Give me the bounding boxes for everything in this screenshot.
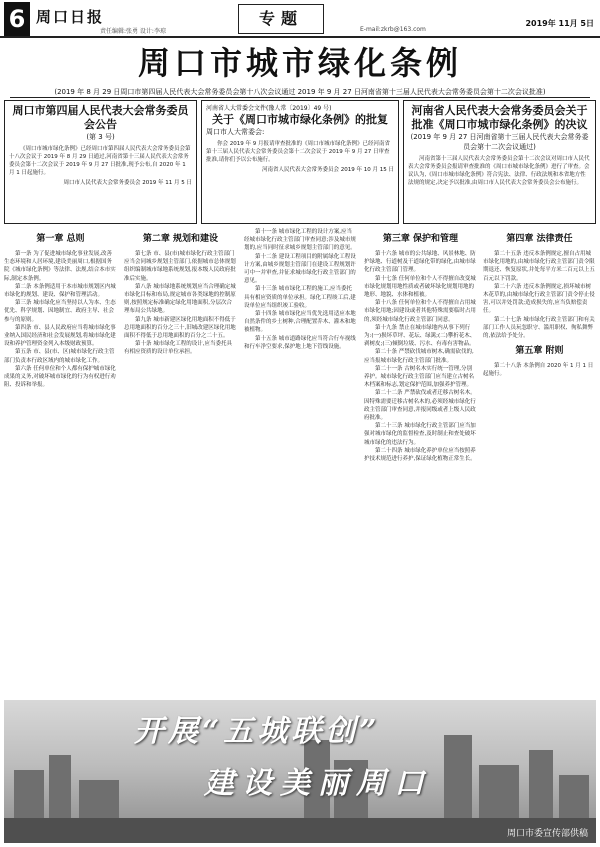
article-paragraph: 第十四条 城市绿化应当优先选用适应本地自然条件的乡土树种,合理配置乔木、灌木和地被植物。: [244, 311, 356, 334]
announcement-kicker: 河南省人大常委会文件(豫人常〔2019〕49 号): [206, 105, 332, 112]
slogan-line-1: 开展“五城联创”: [134, 714, 381, 749]
article-paragraph: 第二十八条 本条例自 2020 年 1 月 1 日起施行。: [483, 363, 594, 378]
announcement-note: (2019 年 9 月 27 日河南省第十三届人民代表大会常务委员会第十二次会议通过): [410, 133, 589, 151]
article-paragraph: 第十条 城市绿化工程的设计,应当委托具有相应资质的设计单位承担。: [124, 341, 232, 356]
chapter-heading: 第三章 保护和管理: [382, 234, 459, 244]
chapter-heading: 第四章 法律责任: [506, 234, 573, 244]
announcement-signature: 周口市人民代表大会常务委员会 2019 年 11 月 5 日: [63, 180, 192, 186]
photo-credit: 周口市委宣传部供稿: [506, 829, 588, 839]
article-paragraph: 第二十二条 严禁砍伐或者迁移古树名木。因特殊需要迁移古树名木的,必须经城市绿化行政主管部门审查同意,并报同级或者上级人民政府批准。: [364, 390, 476, 422]
chapter-heading: 第二章 规划和建设: [142, 234, 219, 244]
article-paragraph: 第十五条 城市道路绿化应当符合行车视线和行车净空要求,保护地上地下管线设施。: [244, 335, 356, 350]
article-paragraph: 第二十三条 城市绿化行政主管部门应当加强对城市绿化的监督检查,及时制止和查处破坏城市绿化的违法行为。: [364, 423, 476, 446]
article-paragraph: 第九条 城市新建区绿化用地面积不得低于总用地面积的百分之三十,旧城改建区绿化用地面积不得低于总用地面积的百分之二十五。: [124, 316, 236, 340]
announcement-title: 关于《周口市城市绿化条例》的批复: [212, 113, 388, 126]
editor-info: 责任编辑:张勇 设计:李琼: [100, 28, 166, 35]
article-paragraph: 第五条 市、县(市、区)城市绿化行政主管部门负责本行政区域内的城市绿化工作。: [4, 349, 115, 364]
article-paragraph: 第二条 本条例适用于本市城市规划区内城市绿化的规划、建设、保护和管理活动。: [4, 283, 116, 299]
chapter-heading: 第五章 附则: [515, 346, 564, 357]
text-column: [364, 228, 477, 698]
article-paragraph: 第二十六条 违反本条例规定,损坏城市树木花草的,由城市绿化行政主管部门责令停止侵害,可以并处罚款;造成损失的,应当负赔偿责任。: [483, 283, 595, 315]
main-headline: 周口市城市绿化条例: [137, 44, 462, 82]
article-paragraph: 第二十条 严禁砍伐城市树木,确需砍伐的,应当报城市绿化行政主管部门批准。: [364, 349, 474, 364]
article-paragraph: 第三条 城市绿化应当坚持以人为本、生态优先、科学规划、因地制宜、政府主导、社会参与的原则。: [4, 300, 116, 323]
text-column: [483, 228, 596, 698]
announcement-resolution: [403, 100, 596, 224]
chapter-heading: 第一章 总则: [36, 234, 85, 244]
article-paragraph: 第二十四条 城市绿化养护单位应当按照养护技术规范进行养护,保证绿化植物正常生长。: [364, 447, 476, 463]
announcement-body: 《周口市城市绿化条例》已经周口市第四届人民代表大会常务委员会第十八次会议于 2019 年 8 月 29 日通过,河南省第十三届人民代表大会常务委员会第十二次会议于 2019 年 9 月 27 日批准,现予公布,自 2020 年 1 月 1 日起施行。: [9, 146, 191, 176]
article-paragraph: 第二十五条 违反本条例规定,擅自占用城市绿化用地的,由城市绿化行政主管部门责令限期退还、恢复原状,并处每平方米二百元以上五百元以下罚款。: [483, 251, 595, 282]
announcement-approval-reply: [201, 100, 399, 224]
article-paragraph: 第十八条 任何单位和个人不得擅自占用城市绿化用地;因建设或者其他特殊需要临时占用的,须经城市绿化行政主管部门同意。: [364, 300, 476, 323]
article-paragraph: 第七条 市、县(市)城市绿化行政主管部门应当会同城乡规划主管部门,依据城市总体规划组织编制城市绿地系统规划,报本级人民政府批准后实施。: [124, 251, 236, 282]
text-column: [244, 228, 357, 698]
article-paragraph: 第八条 城市绿地系统规划应当合理确定城市绿化目标和布局,规定城市各类绿地的控制原则,按照规定标准确定绿化用地面积,分层次合理布局公共绿地。: [124, 283, 236, 315]
announcement-note: (第 3 号): [86, 133, 115, 141]
announcement-signature: 河南省人民代表大会常务委员会 2019 年 10 月 15 日: [262, 167, 394, 173]
paper-name: 周口日报: [36, 8, 105, 26]
article-paragraph: 第十三条 城市绿化工程的施工,应当委托具有相应资质的单位承担。绿化工程竣工后,建设单位应当组织竣工验收。: [244, 286, 356, 309]
text-column: [4, 228, 117, 698]
article-paragraph: 第二十七条 城市绿化行政主管部门和有关部门工作人员玩忽职守、滥用职权、徇私舞弊的,依法给予处分。: [483, 316, 595, 340]
article-paragraph: 第四条 市、县人民政府应当将城市绿化事业纳入国民经济和社会发展规划,将城市绿化建设和养护管理资金列入本级财政预算。: [4, 324, 116, 348]
article-paragraph: 第十二条 建设工程项目的附属绿化工程设计方案,由城乡规划主管部门在建设工程规划许可中一并审查,并征求城市绿化行政主管部门的意见。: [244, 253, 356, 285]
announcement-title: 周口市第四届人民代表大会常务委员会公告: [12, 104, 189, 131]
city-skyline-photo: [4, 700, 596, 843]
article-columns: [4, 228, 596, 698]
article-paragraph: 第二十一条 古树名木实行统一管理,分别养护。城市绿化行政主管部门应当建立古树名木档案和标志,划定保护范围,加强养护管理。: [364, 365, 475, 389]
announcement-title: 河南省人民代表大会常务委员会关于批准《周口市城市绿化条例》的决议: [411, 104, 588, 131]
page-number: 6: [4, 2, 30, 36]
masthead: [0, 0, 600, 38]
article-paragraph: 第一条 为了促进城市绿化事业发展,改善生态环境和人居环境,建设美丽周口,根据国务院《城市绿化条例》等法律、法规,结合本市实际,制定本条例。: [4, 251, 116, 282]
announcement-standing-committee: [4, 100, 197, 224]
section-tag: 专题: [238, 4, 324, 34]
article-paragraph: 第十七条 任何单位和个人不得擅自改变城市绿化规划用地性质或者破坏绿化规划用地的地形、地貌、水体和植被。: [364, 275, 476, 299]
announcement-body: 河南省第十三届人民代表大会常务委员会第十二次会议对周口市人民代表大会常务委员会报请审查批准的《周口市城市绿化条例》进行了审查。会议认为,《周口市城市绿化条例》符合宪法、法律、行政法规和本省地方性法规的规定,决定予以批准,由周口市人民代表大会常务委员会公布施行。: [408, 156, 590, 186]
publish-date: 2019年 11月 5日: [525, 19, 594, 28]
announcement-body: 你会 2019 年 9 月报请审查批准的《周口市城市绿化条例》已经河南省第十三届人民代表大会常务委员会第十二次会议于 2019 年 9 月 27 日审查批准,请你们予以公布施行。: [206, 141, 390, 163]
article-paragraph: 第十六条 城市的公共绿地、风景林地、防护绿地、行道树及干道绿化带的绿化,由城市绿化行政主管部门管理。: [364, 251, 476, 274]
article-paragraph: 第十一条 城市绿化工程的设计方案,应当经城市绿化行政主管部门审查同意;涉及城市规划的,应当同时征求城乡规划主管部门的意见。: [244, 229, 356, 252]
article-paragraph: 第十九条 禁止在城市绿地内从事下列行为:(一)损坏草坪、花坛、绿篱;(二)攀折花木、剥树皮;(三)倾倒垃圾、污水、有毒有害物品。: [364, 324, 476, 348]
announcement-note: 周口市人大常委会:: [206, 128, 265, 136]
article-paragraph: 第六条 任何单位和个人都有保护城市绿化成果的义务,对破坏城市绿化的行为有权进行劝阻、投诉和举报。: [4, 365, 116, 389]
sub-headline: (2019 年 8 月 29 日周口市第四届人民代表大会常务委员会第十八次会议通过 2019 年 9 月 27 日河南省第十三届人民代表大会常务委员会第十二次会议批准): [10, 86, 590, 98]
issue-info: E-mail:zkrb@163.com: [360, 26, 426, 33]
slogan-line-2: 建设美丽周口: [204, 766, 432, 801]
text-column: [124, 228, 237, 698]
